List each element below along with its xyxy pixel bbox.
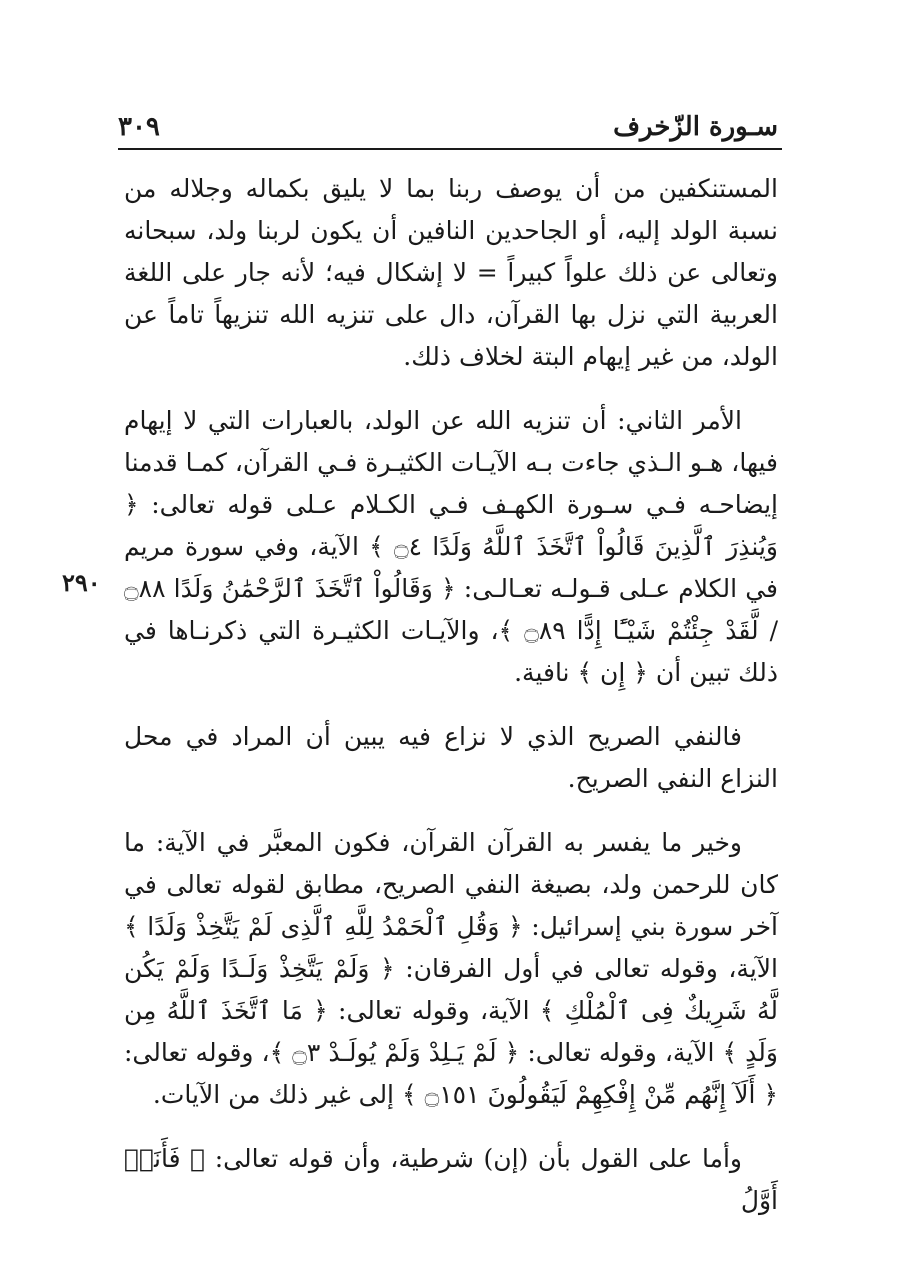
paragraph: المستنكفين من أن يوصف ربنا بما لا يليق بكماله وجلاله من نسبة الولد إليه، أو الجاحدين النافين أن يكون لربنا ولد، سبحانه وتعالى عن ذلك علواً كبيراً = لا إشكال فيه؛ لأنه جار على اللغة العربية التي نزل بها القرآن، دال على تنزيه الله تنزيهاً تاماً عن الولد، من غير إيهام البتة لخلاف ذلك. (124, 174, 778, 371)
paragraph: فالنفي الصريح الذي لا نزاع فيه يبين أن المراد في محل النزاع النفي الصريح. (124, 722, 778, 793)
surah-title: سـورة الزّخرف (613, 112, 778, 142)
paragraph: وأما على القول بأن (إن) شرطية، وأن قوله تعالى: ﴿ فَأَنَا۠ أَوَّلُ (124, 1144, 778, 1215)
header-divider (118, 148, 782, 150)
page-number: ٣٠٩ (118, 112, 160, 142)
margin-reference-number: ٢٩٠ (62, 568, 101, 597)
page-header (118, 108, 778, 146)
paragraph: الأمر الثاني: أن تنزيه الله عن الولد، بالعبارات التي لا إيهام فيها، هـو الـذي جاءت بـه الآيـات الكثيـرة فـي القرآن، كمـا قدمنا إيضاحـه فـي سـورة الكهـف فـي الكـلام عـلى قوله تعالى: ﴿ وَيُنذِرَ ٱلَّذِينَ قَالُواْ ٱتَّخَذَ ٱللَّهُ وَلَدًا ۝٤ ﴾ الآية، وفي سورة مريم في الكلام عـلى قـولـه تعـالـى: ﴿ وَقَالُواْ ٱتَّخَذَ ٱلرَّحْمَٰنُ وَلَدًا ۝٨٨ / لَّقَدْ جِئْتُمْ شَيْـًٔا إِدًّا ۝٨٩ ﴾، والآيـات الكثيـرة التي ذكرنـاها في ذلك تبين أن ﴿ إِن ﴾ نافية. (124, 406, 778, 687)
paragraph: وخير ما يفسر به القرآن القرآن، فكون المعبَّر في الآية: ما كان للرحمن ولد، بصيغة النفي الصريح، مطابق لقوله تعالى في آخر سورة بني إسرائيل: ﴿ وَقُلِ ٱلْحَمْدُ لِلَّهِ ٱلَّذِى لَمْ يَتَّخِذْ وَلَدًا ﴾ الآية، وقوله تعالى في أول الفرقان: ﴿ وَلَمْ يَتَّخِذْ وَلَـدًا وَلَمْ يَكُن لَّهُ شَرِيكٌ فِى ٱلْمُلْكِ ﴾ الآية، وقوله تعالى: ﴿ مَا ٱتَّخَذَ ٱللَّهُ مِن وَلَدٍ ﴾ الآية، وقوله تعالى: ﴿ لَمْ يَـلِدْ وَلَمْ يُولَـدْ ۝٣ ﴾، وقوله تعالى: ﴿ أَلَآ إِنَّهُم مِّنْ إِفْكِهِمْ لَيَقُولُونَ ۝١٥١ ﴾ إلى غير ذلك من الآيات. (124, 828, 778, 1109)
page-body (124, 168, 778, 1244)
